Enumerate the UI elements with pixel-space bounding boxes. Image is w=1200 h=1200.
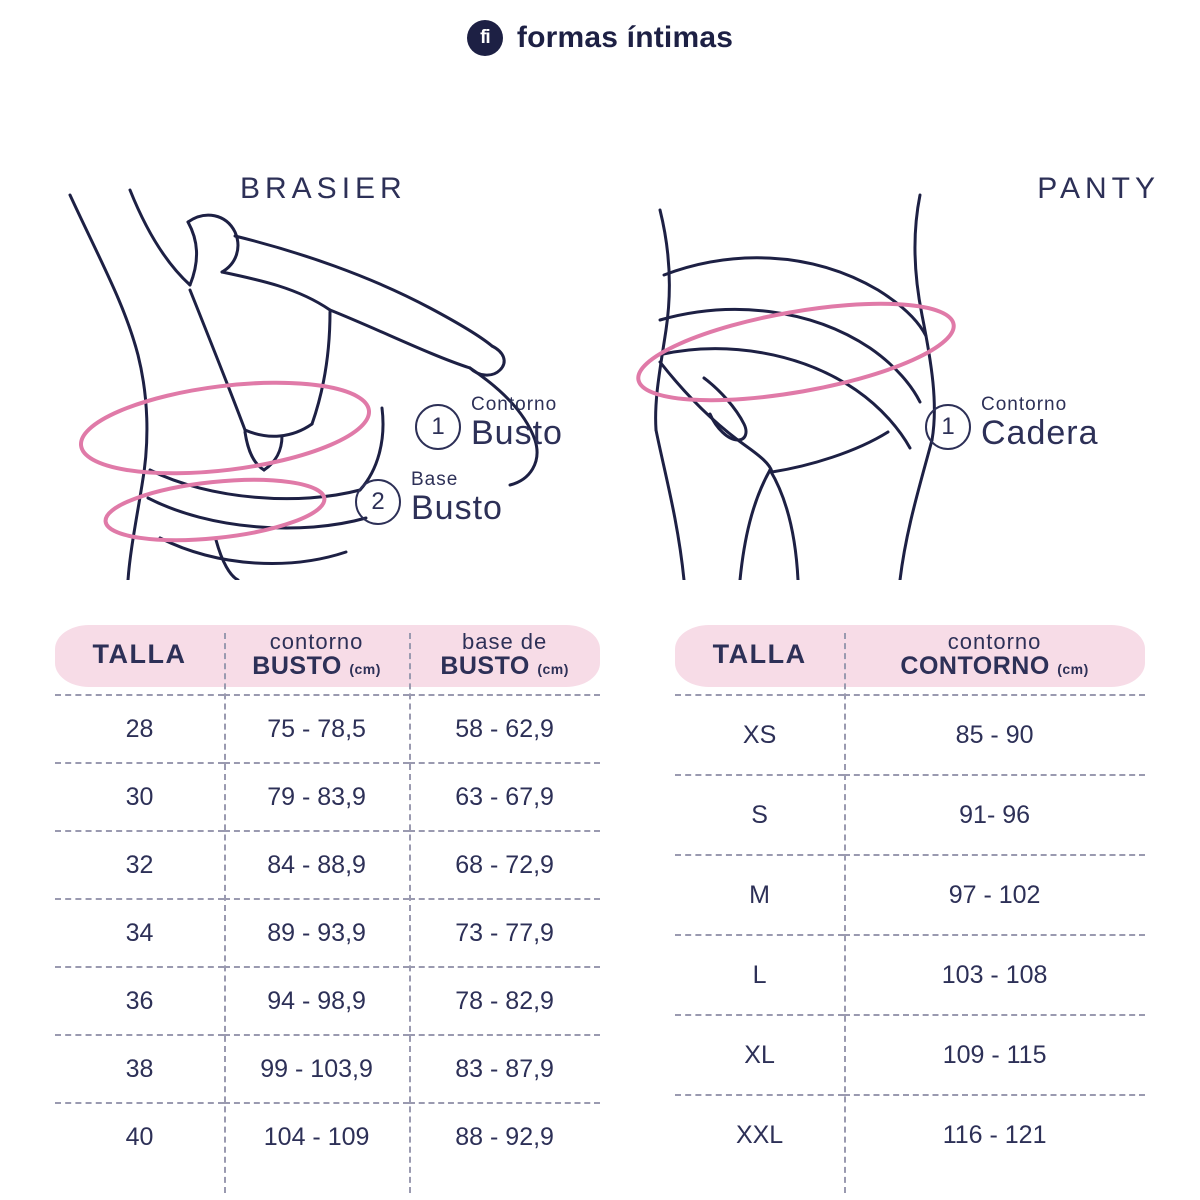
bra-callout-2-badge: 2 (355, 479, 401, 525)
bra-callout-1 (415, 395, 563, 450)
panty-row-2-contorno: 97 - 102 (948, 880, 1041, 909)
bra-header-base-busto (409, 615, 600, 695)
bra-header-base-bottom: BUSTO (440, 651, 530, 680)
panty-callout-1-label-bottom: Cadera (981, 414, 1099, 452)
panty-header-contorno-top: contorno (947, 628, 1042, 654)
brand-logo-icon: fi (467, 20, 503, 56)
table-row (675, 775, 1145, 855)
bra-callout-1-label-bottom: Busto (471, 414, 563, 452)
bra-row-4-contorno: 94 - 98,9 (267, 986, 366, 1015)
panty-header-contorno-unit: (cm) (1057, 660, 1089, 677)
bra-row-0-talla: 28 (125, 714, 154, 743)
table-row (55, 899, 600, 967)
bra-callout-2-label-bottom: Busto (411, 489, 503, 527)
bra-header-base-top: base de (461, 628, 548, 654)
table-row (675, 1095, 1145, 1175)
bra-row-4-base: 78 - 82,9 (455, 986, 554, 1015)
panty-callout-1-label-top: Contorno (981, 394, 1068, 415)
bra-row-0-contorno: 75 - 78,5 (267, 714, 366, 743)
bra-row-0-base: 58 - 62,9 (455, 714, 554, 743)
table-row (675, 935, 1145, 1015)
panty-header-contorno (844, 615, 1145, 695)
bra-row-1-base: 63 - 67,9 (455, 782, 554, 811)
bra-table-header-row (55, 615, 600, 695)
bra-header-contorno-unit: (cm) (349, 660, 381, 677)
panty-header-contorno-bottom: CONTORNO (900, 651, 1050, 680)
bra-row-5-talla: 38 (125, 1054, 154, 1083)
table-row (55, 1103, 600, 1171)
bra-callout-2-label-top: Base (411, 469, 459, 490)
table-row (55, 1035, 600, 1103)
panty-table-divider-1 (844, 633, 846, 1193)
bra-row-6-base: 88 - 92,9 (455, 1123, 554, 1151)
table-row (675, 695, 1145, 775)
table-row (55, 695, 600, 763)
brand-header (0, 20, 1200, 56)
panty-row-2-talla: M (749, 880, 770, 909)
bra-callout-1-label-top: Contorno (471, 394, 558, 415)
bra-row-5-contorno: 99 - 103,9 (260, 1054, 373, 1083)
brand-name: formas íntimas (516, 21, 734, 54)
bra-row-6-contorno: 104 - 109 (263, 1123, 370, 1151)
panty-row-5-contorno: 116 - 121 (942, 1121, 1047, 1149)
table-row (55, 763, 600, 831)
panty-size-table-wrapper (675, 615, 1145, 1175)
bra-row-2-contorno: 84 - 88,9 (267, 850, 366, 879)
bra-table-divider-1 (224, 633, 226, 1193)
bra-size-table (55, 615, 600, 1171)
table-row (675, 1015, 1145, 1095)
table-row (55, 967, 600, 1035)
bra-header-contorno-busto (224, 615, 409, 695)
bra-table-divider-2 (409, 633, 411, 1193)
panty-row-1-talla: S (751, 800, 768, 829)
bra-row-1-talla: 30 (125, 782, 154, 811)
bra-title: BRASIER (240, 172, 407, 205)
panty-row-5-talla: XXL (735, 1121, 784, 1149)
bra-header-talla: TALLA (92, 639, 187, 669)
table-row (55, 831, 600, 899)
bra-figure-drawing (30, 140, 610, 580)
bra-callout-2 (355, 470, 503, 525)
panty-illustration-panel (620, 140, 1180, 580)
bra-row-3-base: 73 - 77,9 (455, 918, 554, 947)
bra-size-table-wrapper (55, 615, 600, 1171)
bra-callout-1-badge: 1 (415, 404, 461, 450)
bra-row-3-contorno: 89 - 93,9 (267, 918, 366, 947)
bra-header-contorno-bottom: BUSTO (252, 651, 342, 680)
panty-header-talla: TALLA (712, 639, 807, 669)
panty-size-table (675, 615, 1145, 1175)
panty-row-0-talla: XS (742, 720, 777, 749)
panty-row-1-contorno: 91- 96 (959, 800, 1031, 829)
panty-figure-drawing (620, 140, 1180, 580)
bra-row-2-base: 68 - 72,9 (455, 850, 554, 879)
bra-row-5-base: 83 - 87,9 (455, 1054, 554, 1083)
panty-table-header-row (675, 615, 1145, 695)
bra-row-2-talla: 32 (125, 850, 154, 879)
bra-row-1-contorno: 79 - 83,9 (267, 782, 366, 811)
panty-row-0-contorno: 85 - 90 (955, 720, 1034, 749)
panty-row-3-talla: L (752, 960, 767, 989)
bra-illustration-panel (30, 140, 610, 580)
bra-row-4-talla: 36 (125, 986, 154, 1015)
panty-title: PANTY (1037, 172, 1160, 205)
panty-row-4-contorno: 109 - 115 (942, 1040, 1047, 1069)
panty-callout-1 (925, 395, 1099, 450)
bra-header-base-unit: (cm) (537, 660, 569, 677)
bra-row-6-talla: 40 (125, 1123, 154, 1151)
bra-header-contorno-top: contorno (269, 628, 364, 654)
bra-row-3-talla: 34 (125, 918, 154, 947)
panty-row-3-contorno: 103 - 108 (941, 960, 1048, 989)
panty-callout-1-badge: 1 (925, 404, 971, 450)
table-row (675, 855, 1145, 935)
panty-row-4-talla: XL (744, 1040, 775, 1069)
